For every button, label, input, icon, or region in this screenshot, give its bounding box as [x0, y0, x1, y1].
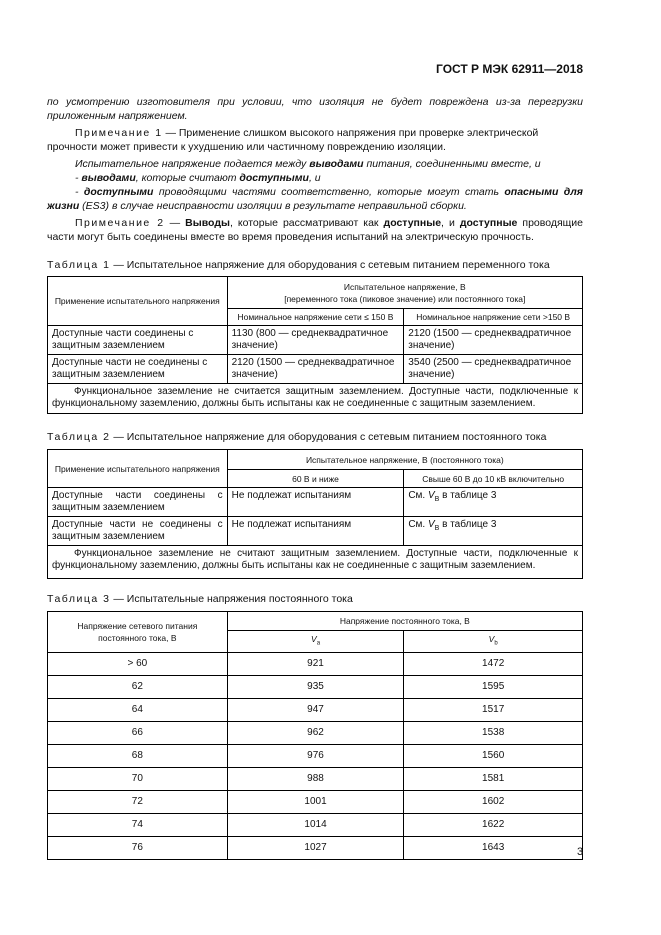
table-row: 64 947 1517 — [48, 698, 583, 721]
intro-line-1: по усмотрению изготовителя при условии, что изоляция не будет повреждена из-за перегрузки — [47, 96, 583, 108]
table-1-note: Функциональное заземление не считается защитным заземлением. Доступные части, подключенные к функциональному заземлению, должны быть испытаны как не соединенные с защитным заземлением. — [48, 384, 583, 414]
intro-line-2: приложенным напряжением. — [47, 110, 188, 122]
table-1-head-col2: Номинальное напряжение сети >150 В — [404, 309, 583, 326]
table-2-head-col1: 60 В и ниже — [227, 470, 404, 488]
table-2-note: Функциональное заземление не считают защитным заземлением. Доступные части, подключенные к функциональному заземлению, должны быть испытаны как не соединенные с защитным заземлением. — [48, 546, 583, 579]
table-1-caption: Таблица 1 — Испытательное напряжение для оборудования с сетевым питанием переменного тока — [47, 259, 550, 271]
table-row: Доступные части не соединены с защитным заземлением 2120 (1500 — среднеквадратичное значение) 3540 (2500 — среднеквадратичное значение) — [48, 355, 583, 384]
voltage-applied-item-2: - доступными проводящими частями соответственно, которые могут стать опасными для жизни (ES3) в случае неисправности изоляции в результате неправильной сборки. — [47, 186, 583, 212]
table-row: 70 988 1581 — [48, 767, 583, 790]
table-1-head-application: Применение испытательного напряжения — [48, 277, 228, 326]
voltage-applied-intro: Испытательное напряжение подается между выводами питания, соединенными вместе, и — [75, 158, 541, 170]
table-3-head-voltage: Напряжение постоянного тока, В — [227, 612, 582, 631]
table-3 — [47, 611, 583, 860]
table-row: 76 1027 1643 — [48, 836, 583, 859]
note-1 — [47, 126, 583, 154]
note-2-label: Примечание 2 — [75, 217, 165, 229]
voltage-applied-item-1: - выводами, которые считают доступными, и — [75, 172, 321, 184]
table-row: 62 935 1595 — [48, 675, 583, 698]
table-2-head-voltage: Испытательное напряжение, В (постоянного тока) — [227, 450, 582, 470]
table-3-caption: Таблица 3 — Испытательные напряжения постоянного тока — [47, 593, 353, 605]
page-number: 3 — [577, 846, 584, 858]
table-2-head-application: Применение испытательного напряжения — [48, 450, 228, 488]
term-terminals: выводами — [309, 158, 364, 170]
standard-header: ГОСТ Р МЭК 62911—2018 — [436, 62, 583, 76]
table-row: 74 1014 1622 — [48, 813, 583, 836]
table-3-head-va: $V_a$ — [227, 631, 404, 653]
table-2 — [47, 449, 583, 579]
table-row: > 60 921 1472 — [48, 652, 583, 675]
note-1-text: — Применение слишком высокого напряжения при проверке электрической прочности может привести к ухудшению или частичному повреждению изоляции. — [47, 127, 539, 153]
table-1-head-col1: Номинальное напряжение сети ≤ 150 В — [227, 309, 404, 326]
table-row: Доступные части соединены с защитным заземлением 1130 (800 — среднеквадратичное значение) 2120 (1500 — среднеквадратичное значение) — [48, 326, 583, 355]
table-3-head-supply: Напряжение сетевого питания постоянного тока, В — [48, 612, 228, 653]
table-1 — [47, 276, 583, 414]
table-row: Доступные части не соединены с защитным заземлением Не подлежат испытаниям См. $V_B$ в таблице 3 — [48, 517, 583, 546]
table-row: 72 1001 1602 — [48, 790, 583, 813]
note-1-label: Примечание 1 — [75, 127, 163, 139]
table-2-head-col2: Свыше 60 В до 10 кВ включительно — [404, 470, 583, 488]
table-1-head-voltage: Испытательное напряжение, В [переменного тока (пиковое значение) или постоянного тока] — [227, 277, 582, 309]
intro-paragraph — [47, 95, 583, 123]
note-2: Примечание 2 — Выводы, которые рассматривают как доступные, и доступные проводящие части могут быть соединены вместе во время проведения испытаний на электрическую прочность. — [47, 217, 583, 243]
table-row: 68 976 1560 — [48, 744, 583, 767]
table-3-head-vb: $V_b$ — [404, 631, 583, 653]
table-row: Доступные части соединены с защитным заземлением Не подлежат испытаниям См. $V_B$ в таблице 3 — [48, 488, 583, 517]
table-row: 66 962 1538 — [48, 721, 583, 744]
table-2-caption: Таблица 2 — Испытательное напряжение для оборудования с сетевым питанием постоянного тока — [47, 431, 547, 443]
